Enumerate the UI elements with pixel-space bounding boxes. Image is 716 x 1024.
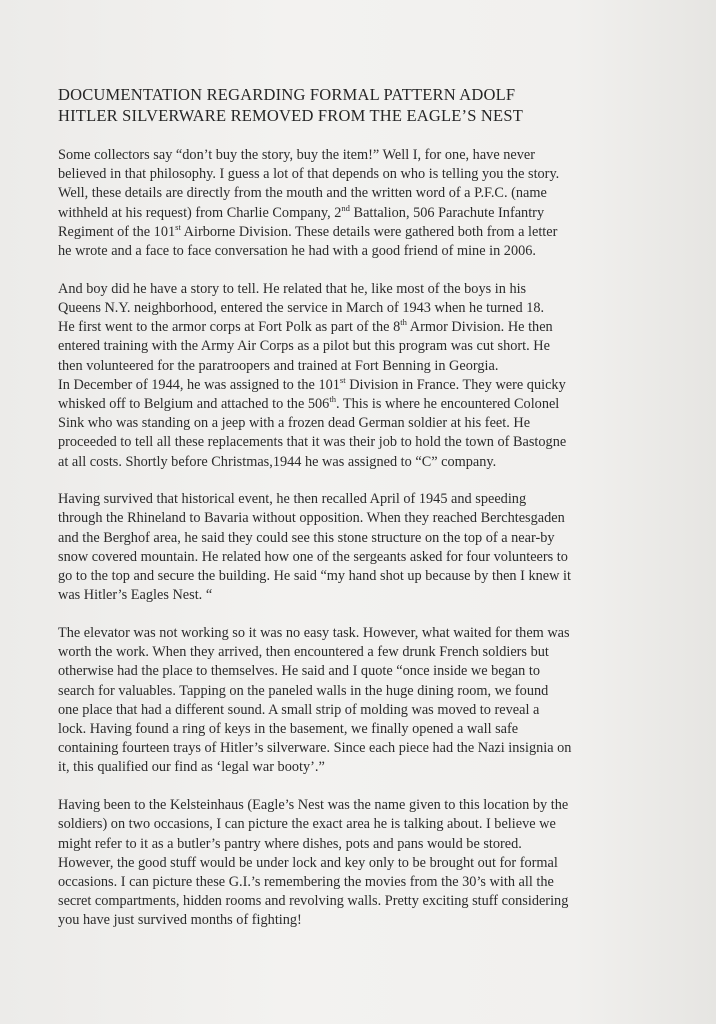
title-line: DOCUMENTATION REGARDING FORMAL PATTERN ADOLF xyxy=(58,85,516,104)
text-line: However, the good stuff would be under lock and key only to be brought out for formal xyxy=(58,854,558,871)
text-line: search for valuables. Tapping on the paneled walls in the huge dining room, we found xyxy=(58,682,549,699)
text-line: entered training with the Army Air Corps as a pilot but this program was cut short. He xyxy=(58,338,550,355)
text-line: you have just survived months of fighting! xyxy=(58,912,302,929)
paragraph-intro xyxy=(58,146,670,261)
text-line: otherwise had the place to themselves. He said and I quote “once inside we began to xyxy=(58,663,540,680)
text-line: might refer to it as a butler’s pantry where dishes, pots and pans would be stored. xyxy=(58,835,522,852)
text-line: Having been to the Kelsteinhaus (Eagle’s Nest was the name given to this location by the xyxy=(58,797,569,814)
text-line: and the Berghof area, he said they could see this stone structure on the top of a near-by xyxy=(58,529,555,546)
document-body xyxy=(58,84,670,949)
text-line: believed in that philosophy. I guess a lot of that depends on who is telling you the story. xyxy=(58,166,560,183)
text-line: soldiers) on two occasions, I can picture the exact area he is talking about. I believe we xyxy=(58,816,556,833)
text-line: worth the work. When they arrived, then encountered a few drunk French soldiers but xyxy=(58,644,549,661)
text-line: Well, these details are directly from the mouth and the written word of a P.F.C. (name xyxy=(58,185,547,202)
text-line: then volunteered for the paratroopers and trained at Fort Benning in Georgia. xyxy=(58,357,499,374)
text-line: In December of 1944, he was assigned to the 101st Division in France. They were quicky xyxy=(58,374,566,393)
text-line: it, this qualified our find as ‘legal war booty’.” xyxy=(58,759,325,776)
text-line: snow covered mountain. He related how one of the sergeants asked for four volunteers to xyxy=(58,548,568,565)
text-line: secret compartments, hidden rooms and revolving walls. Pretty exciting stuff considering xyxy=(58,893,569,910)
text-line: And boy did he have a story to tell. He related that he, like most of the boys in his xyxy=(58,280,527,297)
text-line: Regiment of the 101st Airborne Division. These details were gathered both from a letter xyxy=(58,222,558,240)
text-line: Sink who was standing on a jeep with a frozen dead German soldier at his feet. He xyxy=(58,415,531,432)
text-line: Having survived that historical event, he then recalled April of 1945 and speeding xyxy=(58,491,527,508)
text-line: withheld at his request) from Charlie Company, 2nd Battalion, 506 Parachute Infantry xyxy=(58,202,545,221)
text-line: at all costs. Shortly before Christmas,1944 he was assigned to “C” company. xyxy=(58,453,497,470)
paragraph-conclusion xyxy=(58,796,670,930)
text-line: occasions. I can picture these G.I.’s remembering the movies from the 30’s with all the xyxy=(58,873,554,890)
text-line: The elevator was not working so it was no easy task. However, what waited for them was xyxy=(58,624,570,641)
text-line: Some collectors say “don’t buy the story, buy the item!” Well I, for one, have never xyxy=(58,147,535,163)
text-line: Queens N.Y. neighborhood, entered the service in March of 1943 when he turned 18. xyxy=(58,299,545,316)
document-title xyxy=(58,84,670,126)
text-line: was Hitler’s Eagles Nest. “ xyxy=(58,587,213,604)
text-line: one place that had a different sound. A small strip of molding was moved to reveal a xyxy=(58,701,540,718)
title-line: HITLER SILVERWARE REMOVED FROM THE EAGLE’S NEST xyxy=(58,106,523,125)
text-line: he wrote and a face to face conversation he had with a good friend of mine in 2006. xyxy=(58,243,536,260)
text-line: proceeded to tell all these replacements that it was their job to hold the town of Bastogne xyxy=(58,434,567,451)
paragraph-service-history xyxy=(58,280,670,472)
text-line: whisked off to Belgium and attached to the 506th. This is where he encountered Colonel xyxy=(58,394,560,412)
paragraph-silverware-find xyxy=(58,624,670,778)
text-line: lock. Having found a ring of keys in the basement, we finally opened a wall safe xyxy=(58,720,519,737)
text-line: He first went to the armor corps at Fort Polk as part of the 8th Armor Division. He then xyxy=(58,317,553,336)
text-line: through the Rhineland to Bavaria without opposition. When they reached Berchtesgaden xyxy=(58,510,565,527)
text-line: containing fourteen trays of Hitler’s silverware. Since each piece had the Nazi insignia on xyxy=(58,740,572,757)
paragraph-eagles-nest xyxy=(58,490,670,605)
text-line: go to the top and secure the building. He said “my hand shot up because by then I knew it xyxy=(58,568,571,585)
